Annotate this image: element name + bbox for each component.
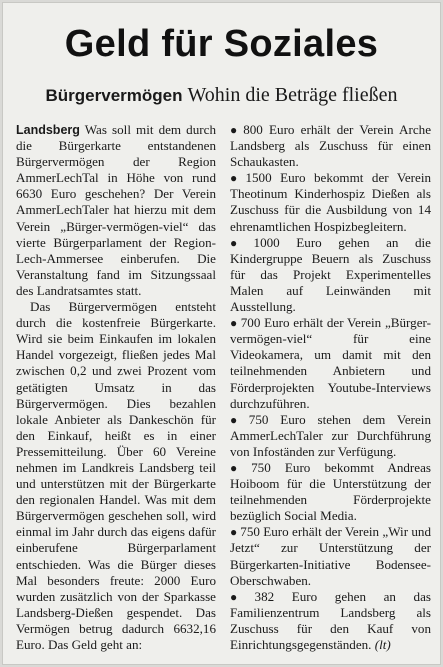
kicker: Bürgervermögen <box>45 86 183 105</box>
bullet-icon: ● <box>230 412 246 427</box>
bullet-icon: ● <box>230 316 238 331</box>
bullet-icon: ● <box>230 123 241 137</box>
author-signature: (lt) <box>374 637 391 652</box>
list-item: ● 1500 Euro bekommt der Verein Theotinum Kinderhospiz Dießen als Zuschuss für die Ausbildung von 14 ehrenamtlichen Hospizbegleitern. <box>230 170 431 234</box>
list-item: ● 800 Euro erhält der Verein Arche Landsberg als Zuschuss für einen Schaukasten. <box>230 122 432 170</box>
lead-paragraph <box>16 122 216 299</box>
headline: Geld für Soziales <box>64 23 379 65</box>
paragraph-2: Das Bürgervermögen entsteht durch die kostenfreie Bürgerkarte. Wird sie beim Einkaufen im lokalen Handel vorgezeigt, fließen jedes Mal zwischen 0,2 und zwei Prozent vom getätigten Umsatz in das Bürgervermögen. Dies bezahlen lokale Anbieter als Dankeschön für den Einkauf, heißt es in einer Pressemitteilung. Über 60 Vereine nehmen im Landkreis Landsberg teil und unterstützen mit der Bürgerkarte den regionalen Handel. Was mit dem Bürgervermögen geschehen soll, wird einmal im Jahr durch das eigens dafür einberufene Bürgerparlament entschieden. Was die Bürger dieses Mal besonders freute: 2000 Euro wurden zusätzlich von der Sparkasse Landsberg-Dießen gespendet. Das Vermögen betrug dadurch 6632,16 Euro. Das Geld geht an: <box>16 299 216 652</box>
list-item: ● 750 Euro stehen dem Verein AmmerLechTaler zur Durchführung von Infoständen zur Verfügung. <box>230 411 431 459</box>
bullet-icon: ● <box>230 171 243 186</box>
list-item: ● 700 Euro erhält der Verein „Bürger-vermögen-viel“ für eine Videokamera, um damit mit den teilnehmenden Anbietern und Förderprojekten Youtube-Interviews durchzuführen. <box>230 315 432 411</box>
list-item: ● 750 Euro erhält der Verein „Wir und Jetzt“ zur Unterstützung der Bürgerkarten-Initiative Bodensee-Oberschwaben. <box>230 524 432 588</box>
list-item: ● 750 Euro bekommt Andreas Hoiboom für die Unterstützung der teilnehmenden Förderprojekte bezüglich Social Media. <box>230 459 432 524</box>
dateline: Landsberg <box>16 123 80 137</box>
bullet-icon: ● <box>230 460 249 475</box>
list-item: ● 382 Euro gehen an das Familienzentrum Landsberg als Zuschuss für den Kauf von Einrichtungsgegenständen. (lt) <box>230 588 431 652</box>
subheadline-row <box>0 83 443 109</box>
paragraph-1-text: Was soll mit dem durch die Bürgerkarte entstandenen Bürgervermögen der Region AmmerLechTal in Höhe von rund 6630 Euro geschehen? Der Verein AmmerLechTaler hat hierzu mit dem Verein „Bürger-vermögen-viel“ das vierte Bürgerparlament der Region-Lech-Ammersee einberufen. Die Veranstaltung fand im Sitzungssaal des Landratsamtes statt. <box>16 122 216 298</box>
left-column <box>16 122 216 653</box>
bullet-icon: ● <box>230 235 251 250</box>
bullet-icon: ● <box>230 525 238 540</box>
subheadline: Wohin die Beträge fließen <box>187 84 398 106</box>
bullet-icon: ● <box>230 589 252 604</box>
right-column <box>230 122 431 653</box>
list-item: ● 1000 Euro gehen an die Kindergruppe Beuern als Zuschuss für das Projekt Experimentelles Malen auf Leinwänden mit Ausstellung. <box>230 234 431 315</box>
